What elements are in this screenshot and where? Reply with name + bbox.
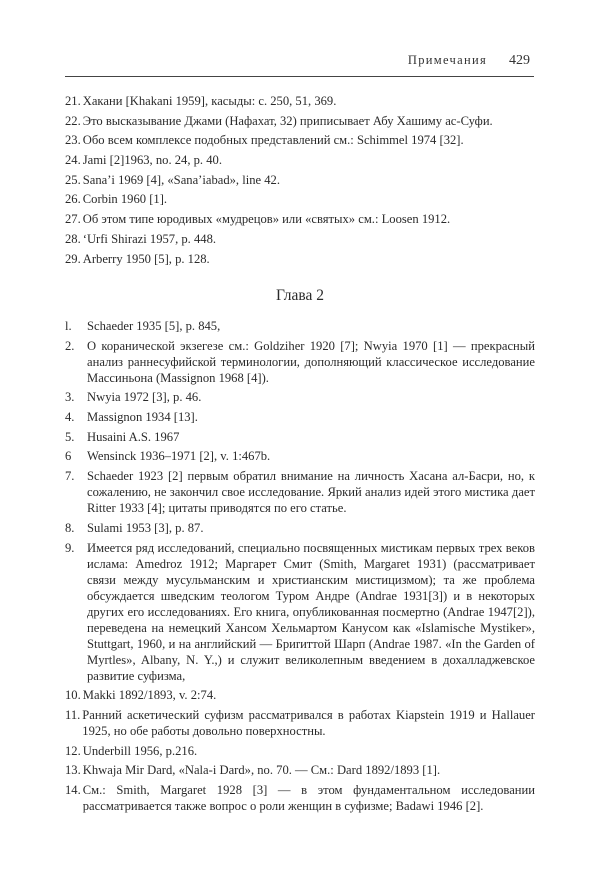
endnote-text: Husaini A.S. 1967 (87, 429, 180, 444)
notes-list-part2 (65, 318, 535, 818)
endnote (65, 93, 535, 109)
endnote-text: Schaeder 1923 [2] первым обратил внимание на личность Хасана ал-Басри, но, к сожалению, не закончил свое исследование. Яркий анализ идей этого мистика дает Ritter 1933 [4]; цитаты приводятся по его статье. (87, 469, 535, 516)
endnote-number: 8. (65, 520, 75, 535)
endnote-number: 25. (65, 172, 81, 187)
endnote-number: 6 (65, 449, 72, 464)
endnote-text: Jami [2]1963, no. 24, p. 40. (82, 153, 222, 168)
endnote (65, 231, 535, 247)
endnote (65, 132, 535, 148)
endnote (65, 389, 535, 405)
endnote (65, 152, 535, 168)
endnote-text: Это высказывание Джами (Нафахат, 32) приписывает Абу Хашиму ас-Суфи. (82, 113, 493, 128)
endnote-text: Sana’i 1969 [4], «Sana’iabad», line 42. (82, 172, 281, 187)
endnote (65, 743, 535, 759)
endnote-number: l. (65, 319, 72, 333)
endnote-number: 13. (65, 763, 81, 778)
section-title: Примечания (407, 53, 487, 67)
endnote-number: 14. (65, 782, 81, 797)
endnote-text: Имеется ряд исследований, специально посвященных мистикам первых трех веков ислама: Amedroz 1912; Маргарет Смит (Smith, Margaret 1931) (рассматривает связи между мусульманским и христианским мистицизмом); та же проблема обсуждается шведским теологом Туром Андре (Andrae 1931[3]) и в некоторых других его исследованиях. Его книга, опубликованная посмертно (Andrae 1947[2]), переведена на немецкий Хансом Хельмартом Канусом как «Islamische Mystiker», Stuttgart, 1960, и на английский — Бриrиттой Шарп (Andrae 1987. «In the Garden of Myrtles», Albany, N. Y.,) и служит великолепным введением в дохалладжевское развитие суфизма, (87, 540, 535, 683)
chapter-title: Глава 2 (275, 287, 325, 304)
endnote-text: Makki 1892/1893, v. 2:74. (82, 688, 217, 703)
endnote-text: Nwyia 1972 [3], p. 46. (87, 390, 202, 405)
header-rule (65, 76, 534, 77)
endnote (65, 540, 535, 684)
endnote-text: Sulami 1953 [3], p. 87. (87, 520, 204, 535)
endnote-number: 5. (65, 429, 75, 444)
endnote (65, 707, 535, 739)
endnote-number: 24. (65, 153, 81, 168)
endnote-number: 28. (65, 231, 81, 246)
endnote-text: См.: Smith, Margaret 1928 [3] — в этом фундаментальном исследовании рассматривается также вопрос о роли женщин в суфизме; Badawi 1946 [2]. (82, 782, 535, 813)
endnote-text: Хакани [Khakani 1959], касыды: с. 250, 51, 369. (82, 94, 337, 108)
endnote (65, 687, 535, 703)
endnote-text: Underbill 1956, p.216. (82, 743, 198, 758)
endnote-text: ‘Urfi Shirazi 1957, p. 448. (82, 231, 217, 246)
endnote-number: 4. (65, 410, 75, 425)
endnote-number: 9. (65, 540, 75, 555)
endnote (65, 429, 535, 445)
endnote-text: Arberry 1950 [5], p. 128. (82, 251, 210, 266)
endnote-text: Schaeder 1935 [5], p. 845, (87, 319, 221, 333)
endnote-number: 12. (65, 743, 81, 758)
notes-list-part1 (65, 93, 535, 270)
endnote (65, 113, 535, 129)
endnote-number: 2. (65, 338, 75, 353)
endnote (65, 468, 535, 516)
endnote-text: Massignon 1934 [13]. (87, 410, 198, 425)
endnote-number: 27. (65, 212, 81, 227)
page-number: 429 (509, 53, 530, 68)
endnote-text: Khwaja Mir Dard, «Nala-i Dard», no. 70. — См.: Dard 1892/1893 [1]. (82, 763, 441, 778)
endnote-text: Ранний аскетический суфизм рассматривался в работах Kiapstein 1919 и Hallauer 1925, но обе работы довольно поверхностны. (82, 707, 535, 738)
endnote-number: 3. (65, 390, 75, 405)
endnote (65, 409, 535, 425)
endnote-number: 23. (65, 133, 81, 148)
endnote (65, 520, 535, 536)
endnote (65, 762, 535, 778)
endnote (65, 251, 535, 267)
endnote-number: 11. (65, 707, 81, 722)
running-head (408, 53, 530, 69)
endnote-number: 22. (65, 113, 81, 128)
endnote (65, 338, 535, 386)
endnote (65, 191, 535, 207)
endnote (65, 211, 535, 227)
endnote-number: 10. (65, 688, 81, 703)
endnote-number: 29. (65, 251, 81, 266)
endnote (65, 782, 535, 814)
endnote-text: Об этом типе юродивых «мудрецов» или «святых» см.: Loosen 1912. (82, 212, 451, 227)
endnote-text: Corbin 1960 [1]. (82, 192, 168, 207)
endnote-number: 26. (65, 192, 81, 207)
endnote-number: 21. (65, 94, 81, 108)
endnote-text: Обо всем комплексе подобных представлений см.: Schimmel 1974 [32]. (82, 133, 464, 148)
endnote-number: 7. (65, 469, 75, 484)
endnote (65, 318, 535, 334)
endnote (65, 448, 535, 464)
endnote-text: О коранической экзегезе см.: Goldziher 1920 [7]; Nwyia 1970 [1] — прекрасный анализ раннесуфийской терминологии, дополняющий классическое исследование Массиньона (Massignon 1968 [4]). (87, 338, 535, 385)
endnote-text: Wensinck 1936–1971 [2], v. 1:467b. (87, 449, 271, 464)
endnote (65, 172, 535, 188)
